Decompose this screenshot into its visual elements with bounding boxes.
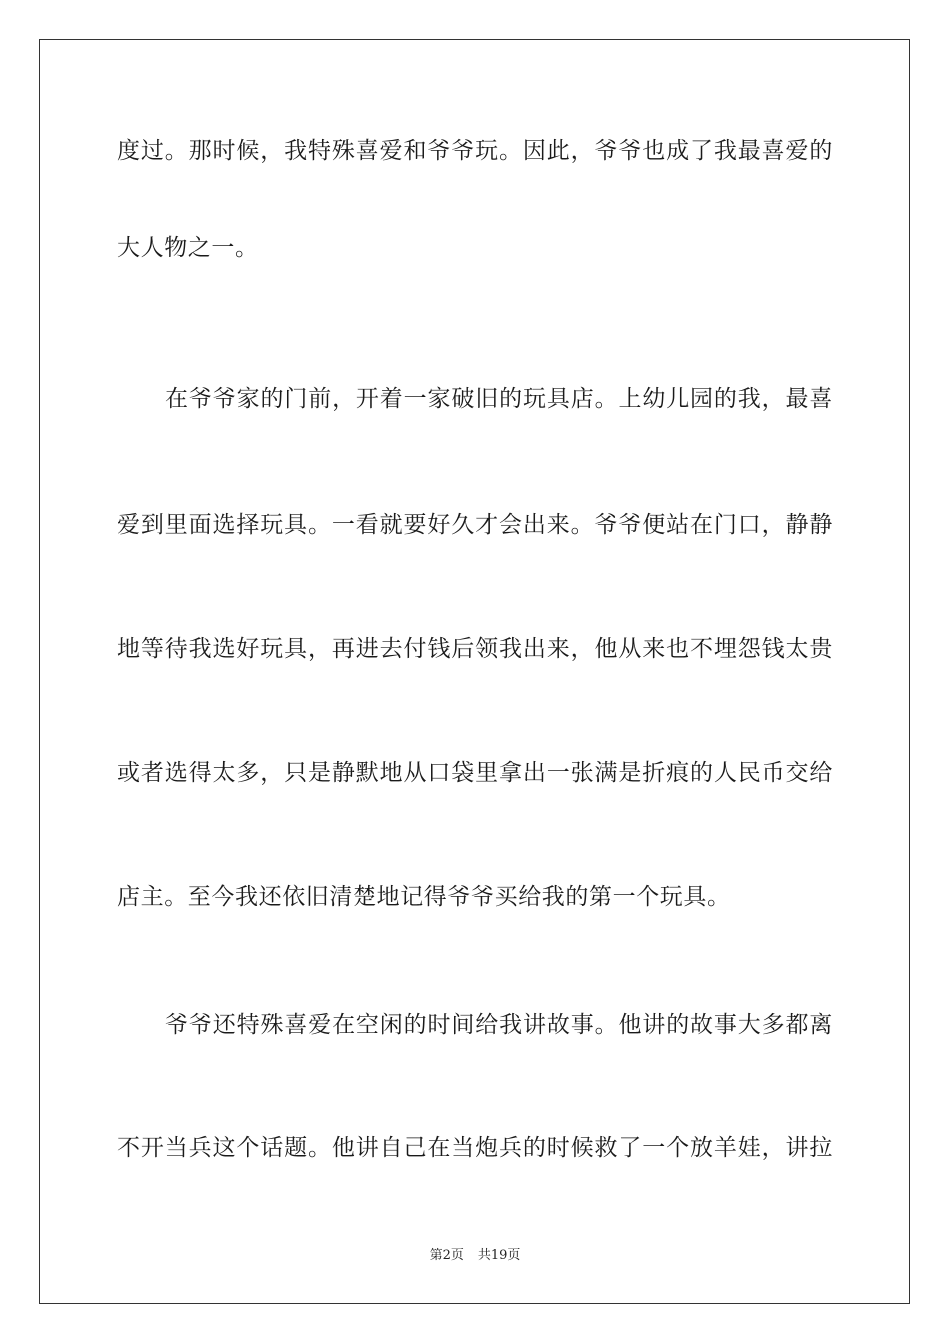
- text-line: 店主。至今我还依旧清楚地记得爷爷买给我的第一个玩具。: [117, 884, 731, 910]
- text-line: 大人物之一。: [117, 235, 259, 261]
- text-line: 爱到里面选择玩具。一看就要好久才会出来。爷爷便站在门口，静静: [117, 512, 833, 538]
- page-footer: [0, 1247, 950, 1265]
- text-line: 不开当兵这个话题。他讲自己在当炮兵的时候救了一个放羊娃，讲拉: [117, 1135, 833, 1161]
- text-line: 在爷爷家的门前，开着一家破旧的玩具店。上幼儿园的我，最喜: [165, 386, 833, 412]
- page-number: 第2页: [429, 1248, 464, 1263]
- page-total: 共19页: [477, 1248, 521, 1263]
- text-line: 度过。那时候，我特殊喜爱和爷爷玩。因此，爷爷也成了我最喜爱的: [117, 138, 833, 164]
- text-line: 爷爷还特殊喜爱在空闲的时间给我讲故事。他讲的故事大多都离: [165, 1012, 833, 1038]
- page-frame: [39, 39, 910, 1304]
- text-line: 地等待我选好玩具，再进去付钱后领我出来，他从来也不埋怨钱太贵: [117, 636, 833, 662]
- text-line: 或者选得太多，只是静默地从口袋里拿出一张满是折痕的人民币交给: [117, 760, 833, 786]
